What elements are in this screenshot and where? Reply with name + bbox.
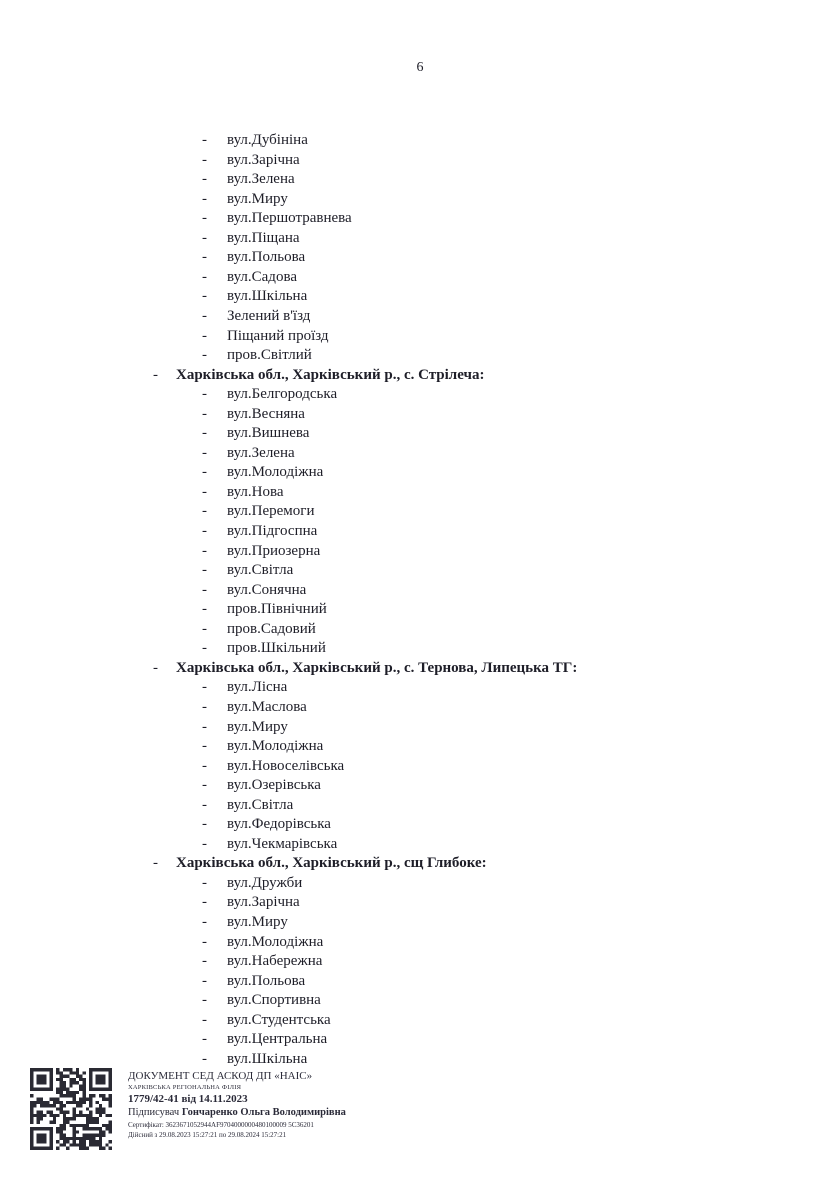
list-bullet: - [202, 386, 207, 403]
street-name: вул.Нова [227, 483, 284, 500]
list-bullet: - [202, 327, 207, 344]
street-name: вул.Белгородська [227, 386, 338, 403]
list-bullet: - [202, 1050, 207, 1067]
list-bullet: - [202, 1031, 207, 1048]
qr-code-icon [30, 1068, 112, 1150]
list-bullet: - [202, 914, 207, 930]
street-name: Піщаний проїзд [227, 327, 329, 344]
list-bullet: - [153, 366, 158, 383]
list-bullet: - [202, 523, 207, 539]
list-bullet: - [202, 816, 207, 833]
street-name: вул.Миру [227, 190, 288, 207]
list-bullet: - [202, 874, 207, 891]
street-name: вул.Першотравнева [227, 210, 352, 227]
list-bullet: - [202, 249, 207, 266]
stamp-branch: ХАРКІВСЬКА РЕГІОНАЛЬНА ФІЛІЯ [128, 1084, 242, 1091]
list-bullet: - [153, 855, 158, 872]
list-bullet: - [202, 307, 207, 324]
list-bullet: - [202, 542, 207, 559]
section-heading-text: Харківська обл., Харківський р., сщ Глибоке: [176, 855, 487, 872]
list-bullet: - [202, 777, 207, 794]
list-bullet: - [202, 718, 207, 735]
street-name: пров.Садовий [227, 620, 316, 637]
street-name: вул.Дубініна [227, 132, 308, 148]
list-bullet: - [202, 601, 207, 618]
street-name: пров.Шкільний [227, 640, 326, 657]
street-name: вул.Чекмарівська [227, 835, 338, 852]
signer-label: Підписувач [128, 1107, 180, 1118]
list-bullet: - [202, 405, 207, 422]
list-bullet: - [202, 933, 207, 950]
page-number: 6 [416, 60, 424, 75]
list-bullet: - [202, 835, 207, 852]
list-bullet: - [202, 229, 207, 246]
list-bullet: - [202, 483, 207, 500]
street-name: вул.Піщана [227, 229, 300, 246]
street-name: вул.Сонячна [227, 581, 307, 598]
list-bullet: - [153, 659, 158, 676]
list-bullet: - [202, 268, 207, 285]
street-name: вул.Молодіжна [227, 738, 324, 755]
street-name: вул.Шкільна [227, 288, 308, 305]
street-name: вул.Польова [227, 249, 306, 266]
section-heading-text: Харківська обл., Харківський р., с. Стрілеча: [176, 366, 485, 383]
street-name: вул.Світла [227, 796, 294, 813]
street-name: вул.Миру [227, 914, 288, 930]
list-bullet: - [202, 503, 207, 520]
electronic-signature-stamp [30, 1068, 590, 1158]
street-name: вул.Набережна [227, 953, 323, 970]
stamp-validity: Дійсний з 29.08.2023 15:27:21 по 29.08.2024 15:27:21 [128, 1131, 287, 1139]
signer-name: Гончаренко Ольга Володимирівна [181, 1107, 346, 1118]
stamp-signer [128, 1106, 346, 1120]
street-name: вул.Садова [227, 268, 297, 285]
list-bullet: - [202, 210, 207, 227]
list-bullet: - [202, 679, 207, 696]
street-name: вул.Шкільна [227, 1050, 308, 1067]
stamp-certificate: Сертифікат: 3623671052944АF9704000000480100009 5C36201 [128, 1121, 314, 1129]
list-bullet: - [202, 757, 207, 774]
list-bullet: - [202, 347, 207, 364]
street-name: Зелений в'їзд [227, 307, 311, 324]
street-name: вул.Миру [227, 718, 288, 735]
street-name: пров.Світлий [227, 347, 312, 364]
street-name: вул.Студентська [227, 1011, 331, 1028]
list-bullet: - [202, 972, 207, 989]
stamp-reg-number: 1779/42-41 від 14.11.2023 [128, 1093, 248, 1105]
street-name: вул.Лісна [227, 679, 288, 696]
street-name: вул.Озерівська [227, 777, 321, 794]
street-name: вул.Весняна [227, 405, 305, 422]
list-bullet: - [202, 288, 207, 305]
street-name: вул.Зарічна [227, 151, 300, 168]
list-bullet: - [202, 796, 207, 813]
list-bullet: - [202, 562, 207, 579]
stamp-title: ДОКУМЕНТ СЕД АСКОД ДП «НАІС» [128, 1070, 313, 1082]
list-bullet: - [202, 620, 207, 637]
street-name: вул.Федорівська [227, 816, 331, 833]
list-bullet: - [202, 190, 207, 207]
street-name: вул.Підгоспна [227, 523, 318, 539]
street-name: вул.Молодіжна [227, 464, 324, 481]
list-bullet: - [202, 894, 207, 911]
list-bullet: - [202, 151, 207, 168]
street-name: вул.Світла [227, 562, 294, 579]
street-name: вул.Спортивна [227, 992, 321, 1009]
list-bullet: - [202, 444, 207, 461]
street-name: вул.Вишнева [227, 425, 310, 442]
street-name: вул.Перемоги [227, 503, 315, 520]
list-bullet: - [202, 640, 207, 657]
list-bullet: - [202, 581, 207, 598]
section-heading-text: Харківська обл., Харківський р., с. Тернова, Липецька ТГ: [176, 659, 578, 676]
street-name: вул.Центральна [227, 1031, 328, 1048]
stamp-text [128, 1070, 346, 1140]
street-name: вул.Новоселівська [227, 757, 345, 774]
list-bullet: - [202, 992, 207, 1009]
street-name: пров.Північний [227, 601, 327, 618]
street-name: вул.Зелена [227, 171, 295, 188]
street-name: вул.Молодіжна [227, 933, 324, 950]
list-bullet: - [202, 171, 207, 188]
street-name: вул.Маслова [227, 698, 307, 715]
street-name: вул.Зелена [227, 444, 295, 461]
street-name: вул.Польова [227, 972, 306, 989]
street-name: вул.Дружби [227, 874, 303, 891]
list-bullet: - [202, 738, 207, 755]
list-bullet: - [202, 132, 207, 148]
street-name: вул.Приозерна [227, 542, 321, 559]
list-bullet: - [202, 1011, 207, 1028]
street-name: вул.Зарічна [227, 894, 300, 911]
list-bullet: - [202, 953, 207, 970]
list-bullet: - [202, 464, 207, 481]
list-bullet: - [202, 698, 207, 715]
list-bullet: - [202, 425, 207, 442]
